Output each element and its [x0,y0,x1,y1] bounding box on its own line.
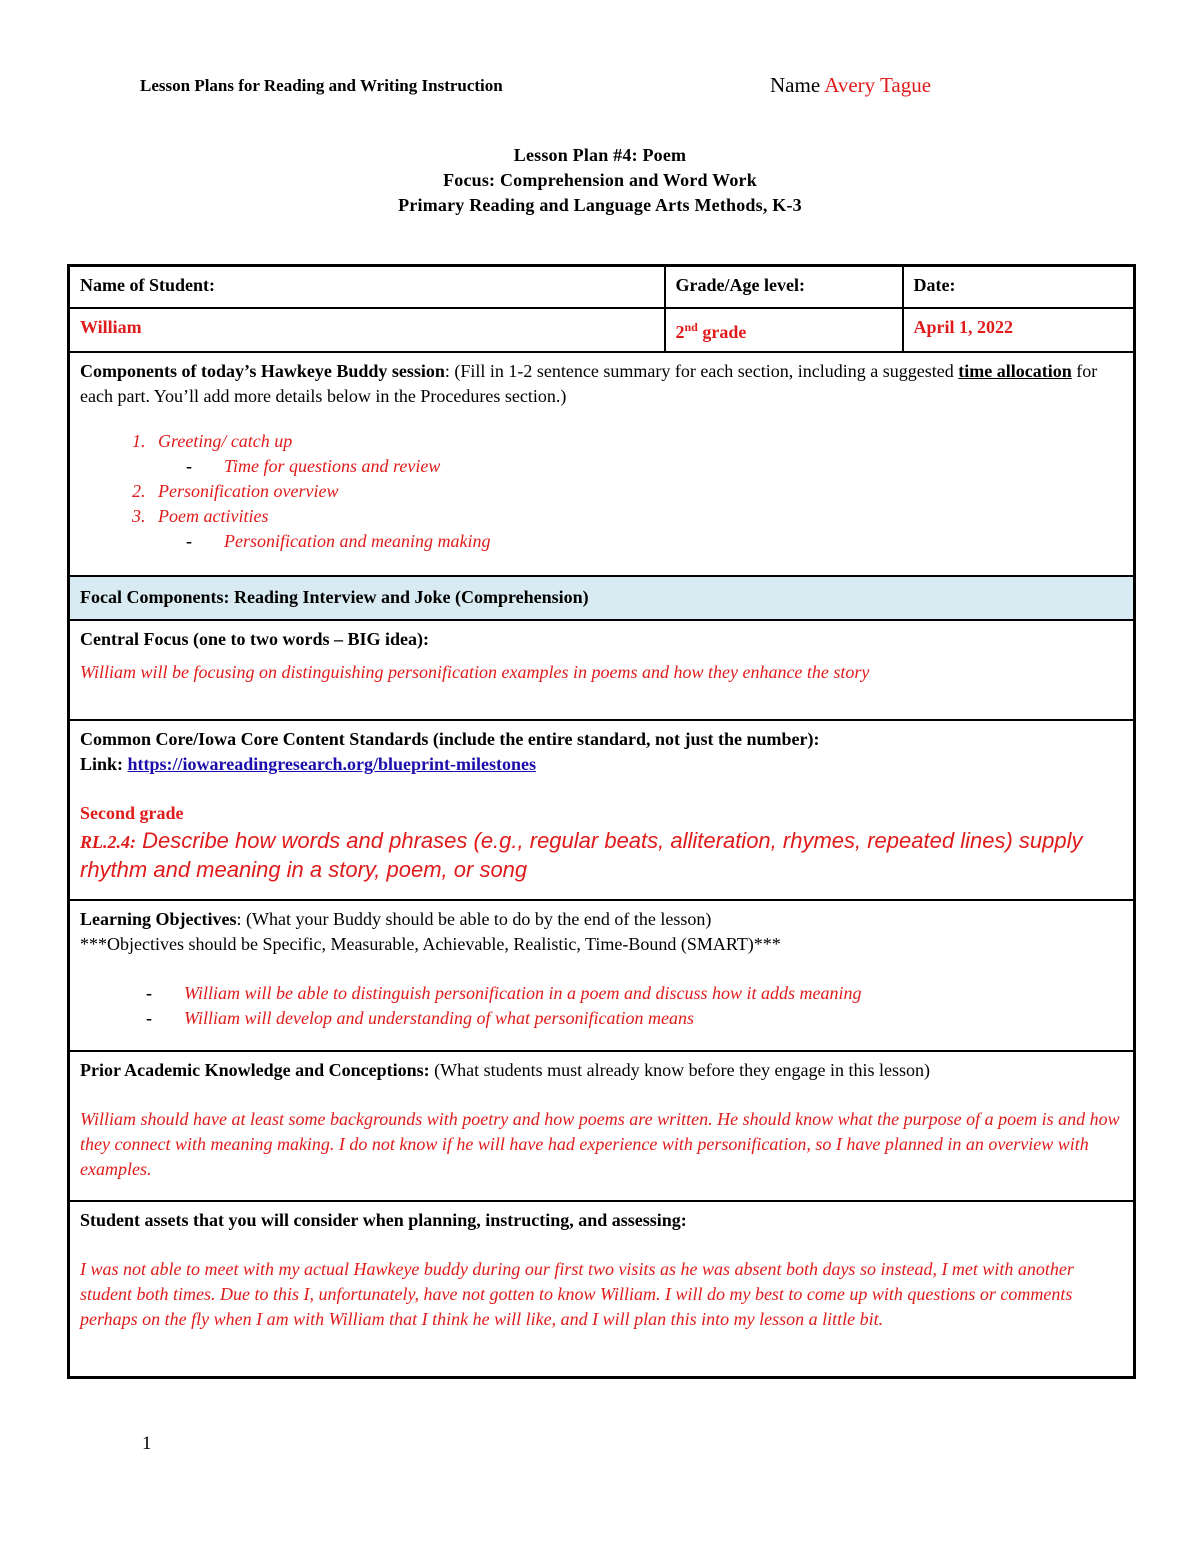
standards-cell [69,720,1135,900]
student-label: Name of Student: [69,266,665,309]
name-field [770,73,931,98]
prior-knowledge-row [69,1051,1135,1201]
focal-components-heading: Focal Components: Reading Interview and Joke (Comprehension) [69,576,1135,620]
objectives-row [69,900,1135,1051]
central-focus-text: William will be focusing on distinguishing personification examples in poems and how they enhance the story [80,662,870,682]
lesson-plan-title: Lesson Plan #4: Poem [513,145,687,165]
objectives-cell [69,900,1135,1051]
objectives-heading: Learning Objectives [80,909,237,929]
grade-number: 2 [675,322,685,342]
course-subtitle: Primary Reading and Language Arts Methods, K-3 [398,195,802,215]
prior-answer: William should have at least some backgrounds with poetry and how poems are written. He should know what the purpose of a poem is and how they connect with meaning making. I do not know if he will have had experience with personification, so I have planned in an overview with examples. [80,1109,1120,1179]
date-label: Date: [903,266,1135,309]
step-label: Greeting/ catch up [158,431,293,451]
label-row [69,266,1135,309]
course-title: Lesson Plans for Reading and Writing Instruction [140,76,503,95]
standard-code: RL.2.4: [80,832,136,852]
step-label: Personification overview [158,481,339,501]
step-label: Poem activities [158,506,269,526]
lesson-plan-table [67,264,1136,1379]
standards-link[interactable]: https://iowareadingresearch.org/blueprint-milestones [127,754,537,774]
lesson-focus-title: Focus: Comprehension and Word Work [443,170,757,190]
time-allocation-emphasis: time allocation [958,361,1072,381]
objective-item: - William will be able to distinguish personification in a poem and discuss how it adds meaning [146,981,1123,1006]
grade-label: Grade/Age level: [665,266,903,309]
step-subitem: - Personification and meaning making [186,529,1123,554]
student-value: William [69,308,665,352]
step-item [150,479,1123,504]
prior-text: (What students must already know before they engage in this lesson) [429,1060,931,1080]
smart-note: ***Objectives should be Specific, Measurable, Achievable, Realistic, Time-Bound (SMART)*** [80,934,781,954]
session-steps [80,429,1123,554]
standards-heading: Common Core/Iowa Core Content Standards (include the entire standard, not just the number): [80,729,820,749]
objectives-intro [80,907,1123,932]
components-cell [69,352,1135,576]
components-row [69,352,1135,576]
grade-heading: Second grade [80,803,184,823]
page-number: 1 [142,1433,152,1454]
step-sublist [158,529,1123,554]
components-text-a: : (Fill in 1-2 sentence summary for each section, including a suggested [444,361,959,381]
standard-text [80,826,1123,884]
central-focus-row [69,620,1135,720]
name-label: Name [770,73,821,97]
step-item [150,429,1123,479]
step-item [150,504,1123,554]
student-assets-cell [69,1201,1135,1378]
standard-description: Describe how words and phrases (e.g., regular beats, alliteration, rhymes, repeated lines) supply rhythm and meaning in a story, poem, or song [80,828,1083,882]
date-value: April 1, 2022 [903,308,1135,352]
standards-row [69,720,1135,900]
assets-heading: Student assets that you will consider when planning, instructing, and assessing: [80,1210,687,1230]
name-value: Avery Tague [824,73,932,97]
central-focus-cell [69,620,1135,720]
components-intro [80,359,1123,409]
objectives-list [80,981,1123,1031]
prior-intro [80,1058,1123,1083]
document-titles [0,143,1200,218]
value-row [69,308,1135,352]
prior-knowledge-cell [69,1051,1135,1201]
prior-heading: Prior Academic Knowledge and Conceptions: [80,1060,430,1080]
central-focus-heading: Central Focus (one to two words – BIG idea): [80,629,429,649]
grade-value [665,308,903,352]
step-subitem: - Time for questions and review [186,454,1123,479]
grade-word: grade [697,322,747,342]
objectives-text: : (What your Buddy should be able to do by the end of the lesson) [236,909,712,929]
standards-link-line [80,752,1123,777]
student-assets-row [69,1201,1135,1378]
step-sublist [158,454,1123,479]
objective-item: - William will develop and understanding of what personification means [146,1006,1123,1031]
components-heading: Components of today’s Hawkeye Buddy session [80,361,445,381]
components-text-b: for each part. You’ll add more details below in the Procedures section.) [80,361,1098,406]
link-label: Link: [80,754,128,774]
grade-suffix: nd [684,320,698,334]
focal-row [69,576,1135,620]
assets-answer: I was not able to meet with my actual Hawkeye buddy during our first two visits as he was absent both days so instead, I met with another student both times. Due to this I, unfortunately, have not gotten to know William. I will do my best to come up with questions or comments perhaps on the fly when I am with William that I think he will like, and I will plan this into my lesson a little bit. [80,1259,1074,1329]
